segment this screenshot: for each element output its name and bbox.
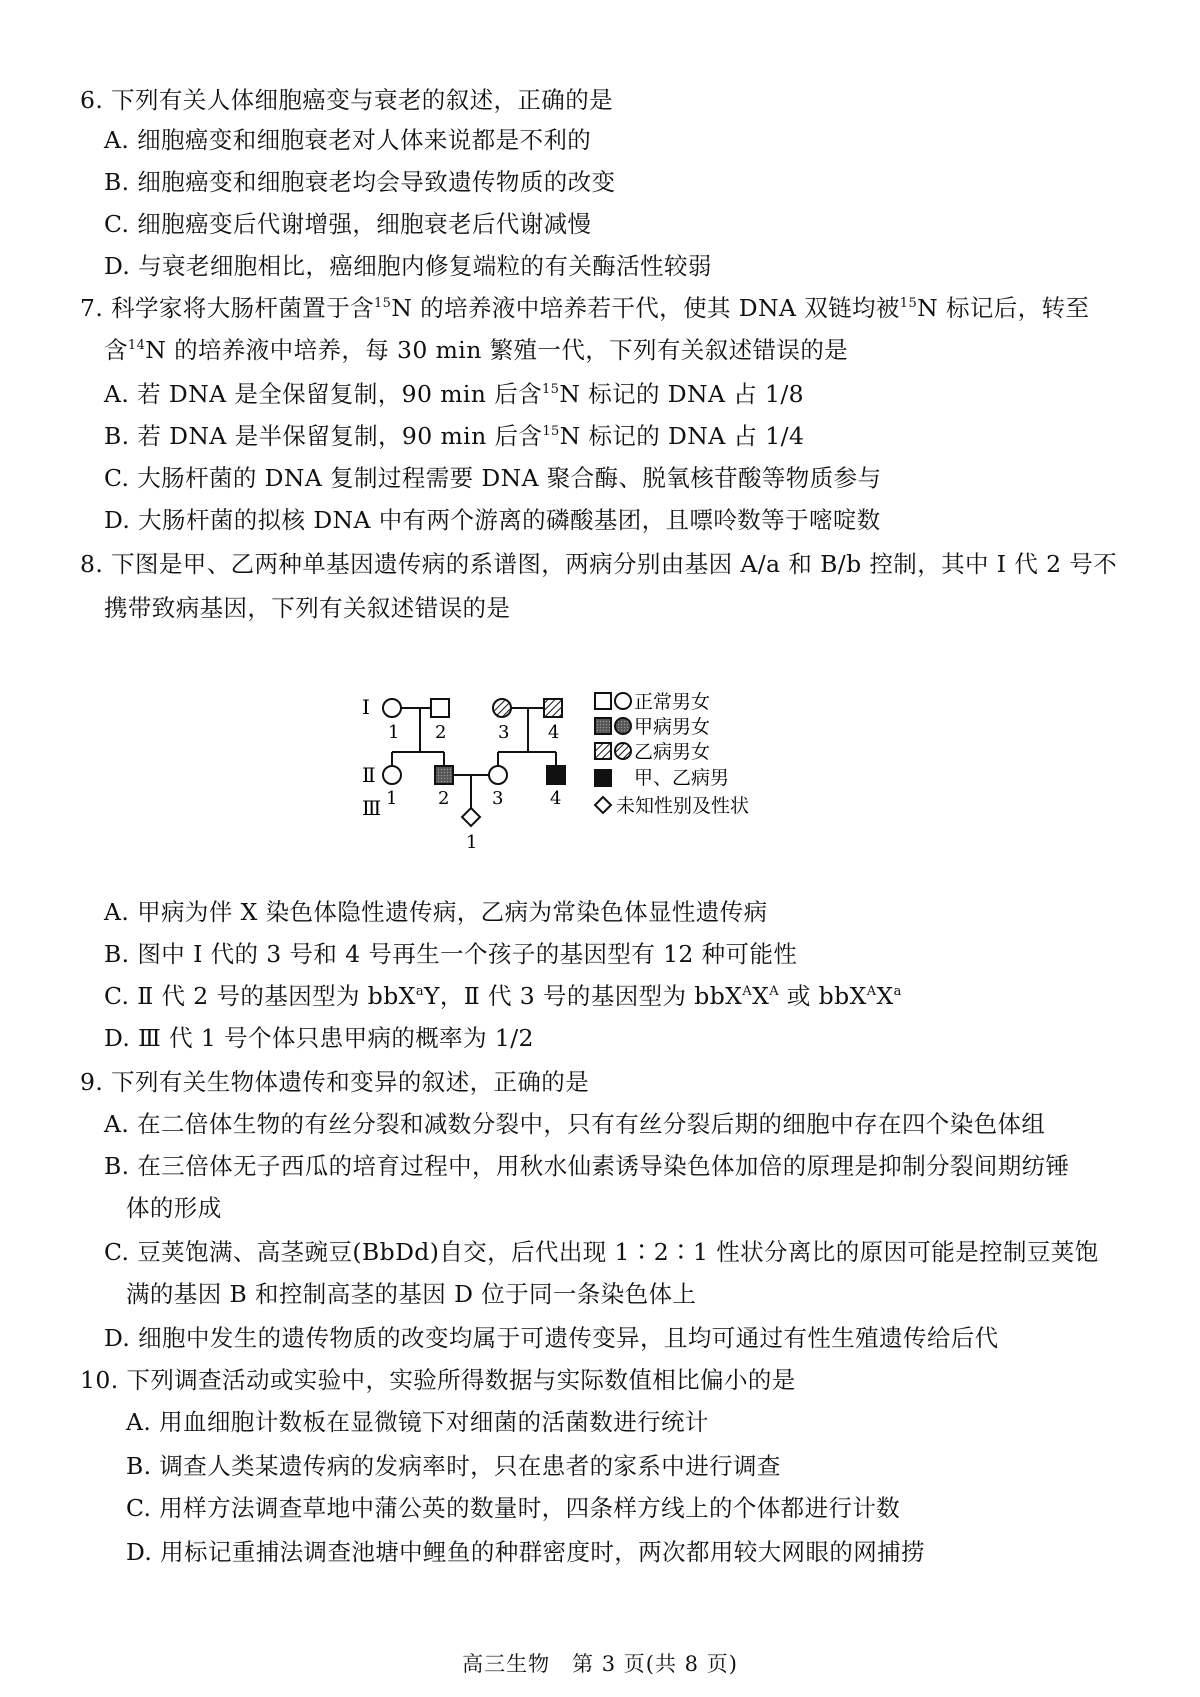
question-6-option-b: B. 细胞癌变和细胞衰老均会导致遗传物质的改变 xyxy=(104,168,616,196)
question-10-option-b: B. 调查人类某遗传病的发病率时，只在患者的家系中进行调查 xyxy=(126,1452,781,1480)
legend-disease-b-male-symbol xyxy=(595,743,611,759)
individual-II-4-both-diseases-male xyxy=(547,766,565,784)
individual-label: 4 xyxy=(548,722,560,743)
question-8-stem-line2: 携带致病基因，下列有关叙述错误的是 xyxy=(104,594,511,622)
generation-label-1: Ⅰ xyxy=(362,695,370,719)
individual-label: 3 xyxy=(492,788,504,809)
legend-unknown-symbol xyxy=(595,797,611,813)
individual-label: 3 xyxy=(498,722,510,743)
individual-II-2-disease-a-male xyxy=(435,766,453,784)
question-6-stem: 6. 下列有关人体细胞癌变与衰老的叙述，正确的是 xyxy=(80,86,613,114)
question-9-option-a: A. 在二倍体生物的有丝分裂和减数分裂中，只有有丝分裂后期的细胞中存在四个染色体组 xyxy=(104,1110,1046,1138)
legend-both-diseases-label: 甲、乙病男 xyxy=(634,767,730,789)
generation-label-2: Ⅱ xyxy=(362,763,376,787)
individual-III-1-unknown xyxy=(462,808,480,826)
page-footer: 高三生物 第 3 页(共 8 页) xyxy=(462,1652,738,1676)
legend-disease-a-male-symbol xyxy=(595,718,611,734)
question-9-option-b-continued: 体的形成 xyxy=(126,1194,222,1222)
individual-II-3-normal-female xyxy=(489,766,507,784)
question-7-option-b: B. 若 DNA 是半保留复制，90 min 后含$^{15}$N 标记的 DNA 占 1/4 xyxy=(104,422,805,450)
question-10-option-a: A. 用血细胞计数板在显微镜下对细菌的活菌数进行统计 xyxy=(126,1408,709,1436)
legend-disease-a-label: 甲病男女 xyxy=(634,716,711,738)
question-8-option-c: C. Ⅱ 代 2 号的基因型为 bbX$^a$Y，Ⅱ 代 3 号的基因型为 $bbX^AX^A$ 或 $bbX^AX^a$ xyxy=(104,982,902,1010)
question-8-option-d: D. Ⅲ 代 1 号个体只患甲病的概率为 1/2 xyxy=(104,1024,534,1052)
question-8-stem-line1: 8. 下图是甲、乙两种单基因遗传病的系谱图，两病分别由基因 A/a 和 B/b 控制，其中 Ⅰ 代 2 号不 xyxy=(80,550,1118,578)
question-7-stem-line1: 7. 科学家将大肠杆菌置于含$^{15}$N 的培养液中培养若干代，使其 DNA 双链均被$^{15}$N 标记后，转至 xyxy=(80,294,1090,322)
question-6-option-c: C. 细胞癌变后代谢增强，细胞衰老后代谢减慢 xyxy=(104,210,592,238)
individual-I-3-disease-b-female xyxy=(493,699,511,717)
question-9-option-d: D. 细胞中发生的遗传物质的改变均属于可遗传变异，且均可通过有性生殖遗传给后代 xyxy=(104,1324,999,1352)
question-9-option-b: B. 在三倍体无子西瓜的培育过程中，用秋水仙素诱导染色体加倍的原理是抑制分裂间期纺锤 xyxy=(104,1152,1070,1180)
legend-normal-female-symbol xyxy=(615,693,631,709)
legend-disease-b-female-symbol xyxy=(615,743,631,759)
individual-label: 4 xyxy=(550,788,562,809)
legend-normal-label: 正常男女 xyxy=(634,691,711,713)
legend-normal-male-symbol xyxy=(595,693,611,709)
question-6-option-a: A. 细胞癌变和细胞衰老对人体来说都是不利的 xyxy=(104,126,592,154)
individual-I-2-normal-male xyxy=(431,699,449,717)
question-7-option-c: C. 大肠杆菌的 DNA 复制过程需要 DNA 聚合酶、脱氧核苷酸等物质参与 xyxy=(104,464,882,492)
question-7-option-d: D. 大肠杆菌的拟核 DNA 中有两个游离的磷酸基团，且嘌呤数等于嘧啶数 xyxy=(104,506,881,534)
question-6-option-d: D. 与衰老细胞相比，癌细胞内修复端粒的有关酶活性较弱 xyxy=(104,252,712,280)
question-10-stem: 10. 下列调查活动或实验中，实验所得数据与实际数值相比偏小的是 xyxy=(80,1366,796,1394)
question-9-option-c-continued: 满的基因 B 和控制高茎的基因 D 位于同一条染色体上 xyxy=(126,1280,697,1308)
question-9-option-c: C. 豆荚饱满、高茎豌豆(BbDd)自交，后代出现 1∶2∶1 性状分离比的原因可能是控制豆荚饱 xyxy=(104,1238,1099,1266)
individual-label: 1 xyxy=(466,832,478,853)
question-9-stem: 9. 下列有关生物体遗传和变异的叙述，正确的是 xyxy=(80,1068,590,1096)
individual-label: 1 xyxy=(388,722,400,743)
legend-disease-a-female-symbol xyxy=(615,718,631,734)
pedigree-diagram xyxy=(362,690,860,880)
question-8-option-a: A. 甲病为伴 X 染色体隐性遗传病，乙病为常染色体显性遗传病 xyxy=(104,898,768,926)
question-7-option-a: A. 若 DNA 是全保留复制，90 min 后含$^{15}$N 标记的 DNA 占 1/8 xyxy=(104,380,804,408)
question-10-option-c: C. 用样方法调查草地中蒲公英的数量时，四条样方线上的个体都进行计数 xyxy=(126,1494,901,1522)
question-8-option-b: B. 图中 Ⅰ 代的 3 号和 4 号再生一个孩子的基因型有 12 种可能性 xyxy=(104,940,798,968)
individual-label: 1 xyxy=(386,788,398,809)
individual-I-4-disease-b-male xyxy=(544,699,562,717)
individual-II-1-normal-female xyxy=(383,766,401,784)
legend-unknown-label: 未知性别及性状 xyxy=(616,795,750,817)
individual-label: 2 xyxy=(438,788,450,809)
legend-both-diseases-male-symbol xyxy=(595,770,611,786)
individual-I-1-normal-female xyxy=(383,699,401,717)
question-10-option-d: D. 用标记重捕法调查池塘中鲤鱼的种群密度时，两次都用较大网眼的网捕捞 xyxy=(126,1538,925,1566)
generation-label-3: Ⅲ xyxy=(362,796,382,820)
legend-disease-b-label: 乙病男女 xyxy=(634,741,711,763)
question-7-stem-line2: 含$^{14}$N 的培养液中培养，每 30 min 繁殖一代，下列有关叙述错误的是 xyxy=(104,336,849,364)
individual-label: 2 xyxy=(435,722,447,743)
